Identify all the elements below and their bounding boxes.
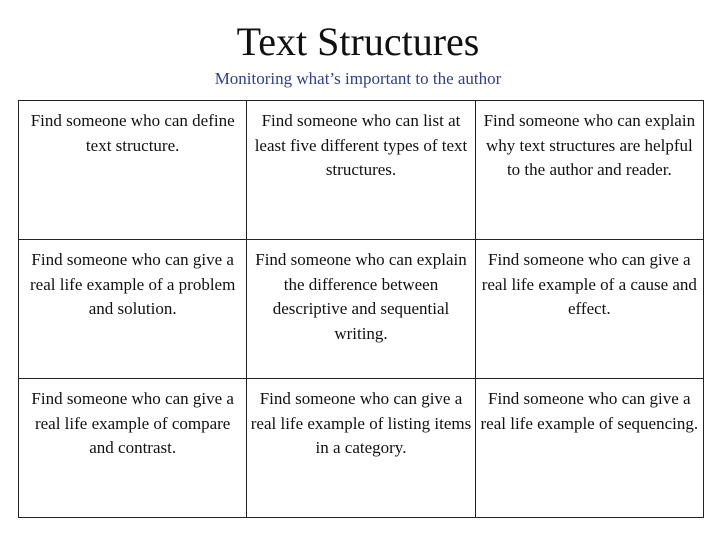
page-title: Text Structures [236, 19, 480, 64]
page-subtitle: Monitoring what’s important to the author [214, 69, 502, 88]
grid-row [19, 379, 704, 518]
grid-cell: Find someone who can give a real life example of compare and contrast. [19, 379, 247, 518]
grid-cell: Find someone who can give a real life example of a problem and solution. [19, 240, 247, 379]
grid-cell: Find someone who can explain why text structures are helpful to the author and reader. [475, 101, 703, 240]
grid-row [19, 240, 704, 379]
grid-cell: Find someone who can give a real life example of listing items in a category. [247, 379, 475, 518]
grid-cell: Find someone who can list at least five different types of text structures. [247, 101, 475, 240]
activity-grid [18, 100, 704, 518]
grid-cell: Find someone who can give a real life example of sequencing. [475, 379, 703, 518]
grid-cell: Find someone who can give a real life example of a cause and effect. [475, 240, 703, 379]
grid-row [19, 101, 704, 240]
grid-cell: Find someone who can define text structure. [19, 101, 247, 240]
grid-cell: Find someone who can explain the difference between descriptive and sequential writing. [247, 240, 475, 379]
